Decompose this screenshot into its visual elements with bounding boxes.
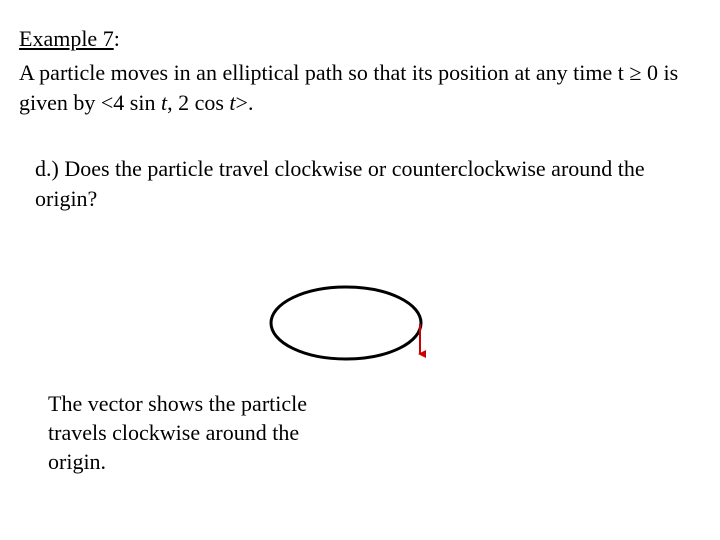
- question-d: d.) Does the particle travel clockwise or counterclockwise around the origin?: [35, 156, 645, 211]
- answer-text: The vector shows the particle travels clockwise around the origin.: [48, 391, 308, 474]
- ellipse-diagram: [262, 280, 442, 380]
- problem-text-after: >.: [235, 90, 254, 115]
- example-label: Example 7: [19, 26, 114, 51]
- example-colon: :: [113, 26, 120, 51]
- problem-text-before: A particle moves in an elliptical path so that its position at any time t ≥ 0 is given by <4 sin: [19, 60, 679, 115]
- problem-variable-t-1: t: [160, 90, 168, 115]
- elliptical-path: [271, 287, 421, 359]
- problem-variable-t-2: t: [229, 90, 236, 115]
- problem-text-mid: , 2 cos: [167, 90, 230, 115]
- example-heading: [19, 24, 120, 53]
- problem-statement: [19, 58, 709, 118]
